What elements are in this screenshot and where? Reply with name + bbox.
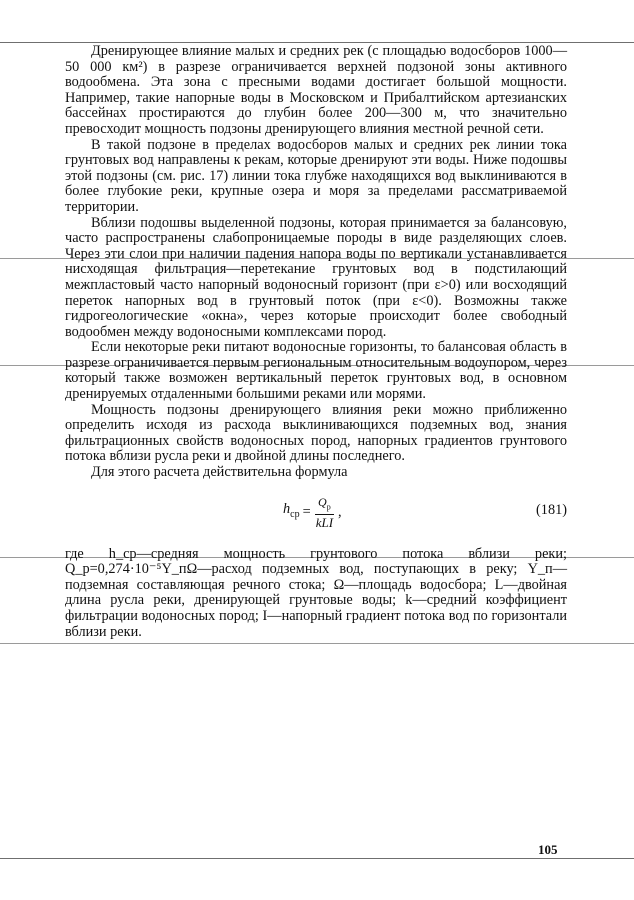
paragraph: В такой подзоне в пределах водосборов малых и средних рек линии тока грунтовых вод направлены к рекам, которые дренируют эти воды. Ниже подошвы этой подзоны (см. рис. 17) линии тока глубже находящихся вод выклиниваются в более глубокие реки, крупные озера и моря за пределами рассматриваемой территории.: [65, 136, 567, 215]
formula-numerator: $Q_р$: [315, 495, 334, 515]
formula-tail: ,: [338, 503, 342, 520]
formula-explanation: где h_ср—средняя мощность грунтового потока вблизи реки; Q_р=0,274·10⁻⁵Y_пΩ—расход подземных вод, поступающих в реку; Y_п—подземная составляющая речного стока; Ω—площадь водосбора; L—двойная длина русла реки, дренирующей грунтовые воды; k—средний коэффициент фильтрации водоносных пород; I—напорный градиент потока вод по горизонтали вблизи реки.: [65, 545, 567, 640]
paragraph: Если некоторые реки питают водоносные горизонты, то балансовая область в разрезе ограничивается первым региональным относительным водоупором, через который также возможен вертикальный переток грунтовых вод, в основном дренируемых отдаленными большими реками или морями.: [65, 339, 567, 403]
formula-equals: =: [302, 503, 311, 520]
page-number: 105: [538, 842, 558, 857]
formula: [283, 495, 342, 530]
equation-number: (181): [536, 501, 567, 518]
formula-denominator: kLI: [315, 515, 334, 531]
paragraph: Дренирующее влияние малых и средних рек (с площадью водосборов 1000—50 000 км²) в разрезе ограничивается верхней подзоной зоны активного водообмена. Эта зона с пресными водами достигает большой мощности. Например, такие напорные воды в Московском и Прибалтийском артезианских бассейнах простираются до глубин более 200—300 м, что значительно превосходит мощность подзоны дренирующего влияния местной речной сети.: [65, 43, 567, 137]
paragraph: Мощность подзоны дренирующего влияния реки можно приближенно определить исходя из расхода выклинивающихся подземных вод, знания фильтрационных свойств водоносных пород, напорных градиентов грунтового потока вблизи русла реки и двойной длины последнего.: [65, 401, 567, 465]
paragraph: Для этого расчета действительна формула: [91, 464, 348, 481]
page-body: [65, 44, 567, 640]
formula-block: [65, 481, 567, 547]
bottom-scan-line: [0, 858, 634, 859]
paragraph: Вблизи подошвы выделенной подзоны, которая принимается за балансовую, часто распространены слабопроницаемые породы в виде разделяющих слоев. Через эти слои при наличии падения напора воды по вертикали устанавливается нисходящая фильтрация—перетекание грунтовых вод в подстилающий межпластовый часто напорный водоносный горизонт (при ε>0) или восходящий переток напорных вод в грунтовый поток (при ε<0). Возможны также гидрогеологические «окна», через которые происходит более свободный водообмен между водоносными комплексами пород.: [65, 214, 567, 340]
formula-fraction: [313, 495, 336, 530]
formula-lhs: $h_{ср}$: [283, 501, 300, 520]
scan-line: [0, 643, 634, 644]
